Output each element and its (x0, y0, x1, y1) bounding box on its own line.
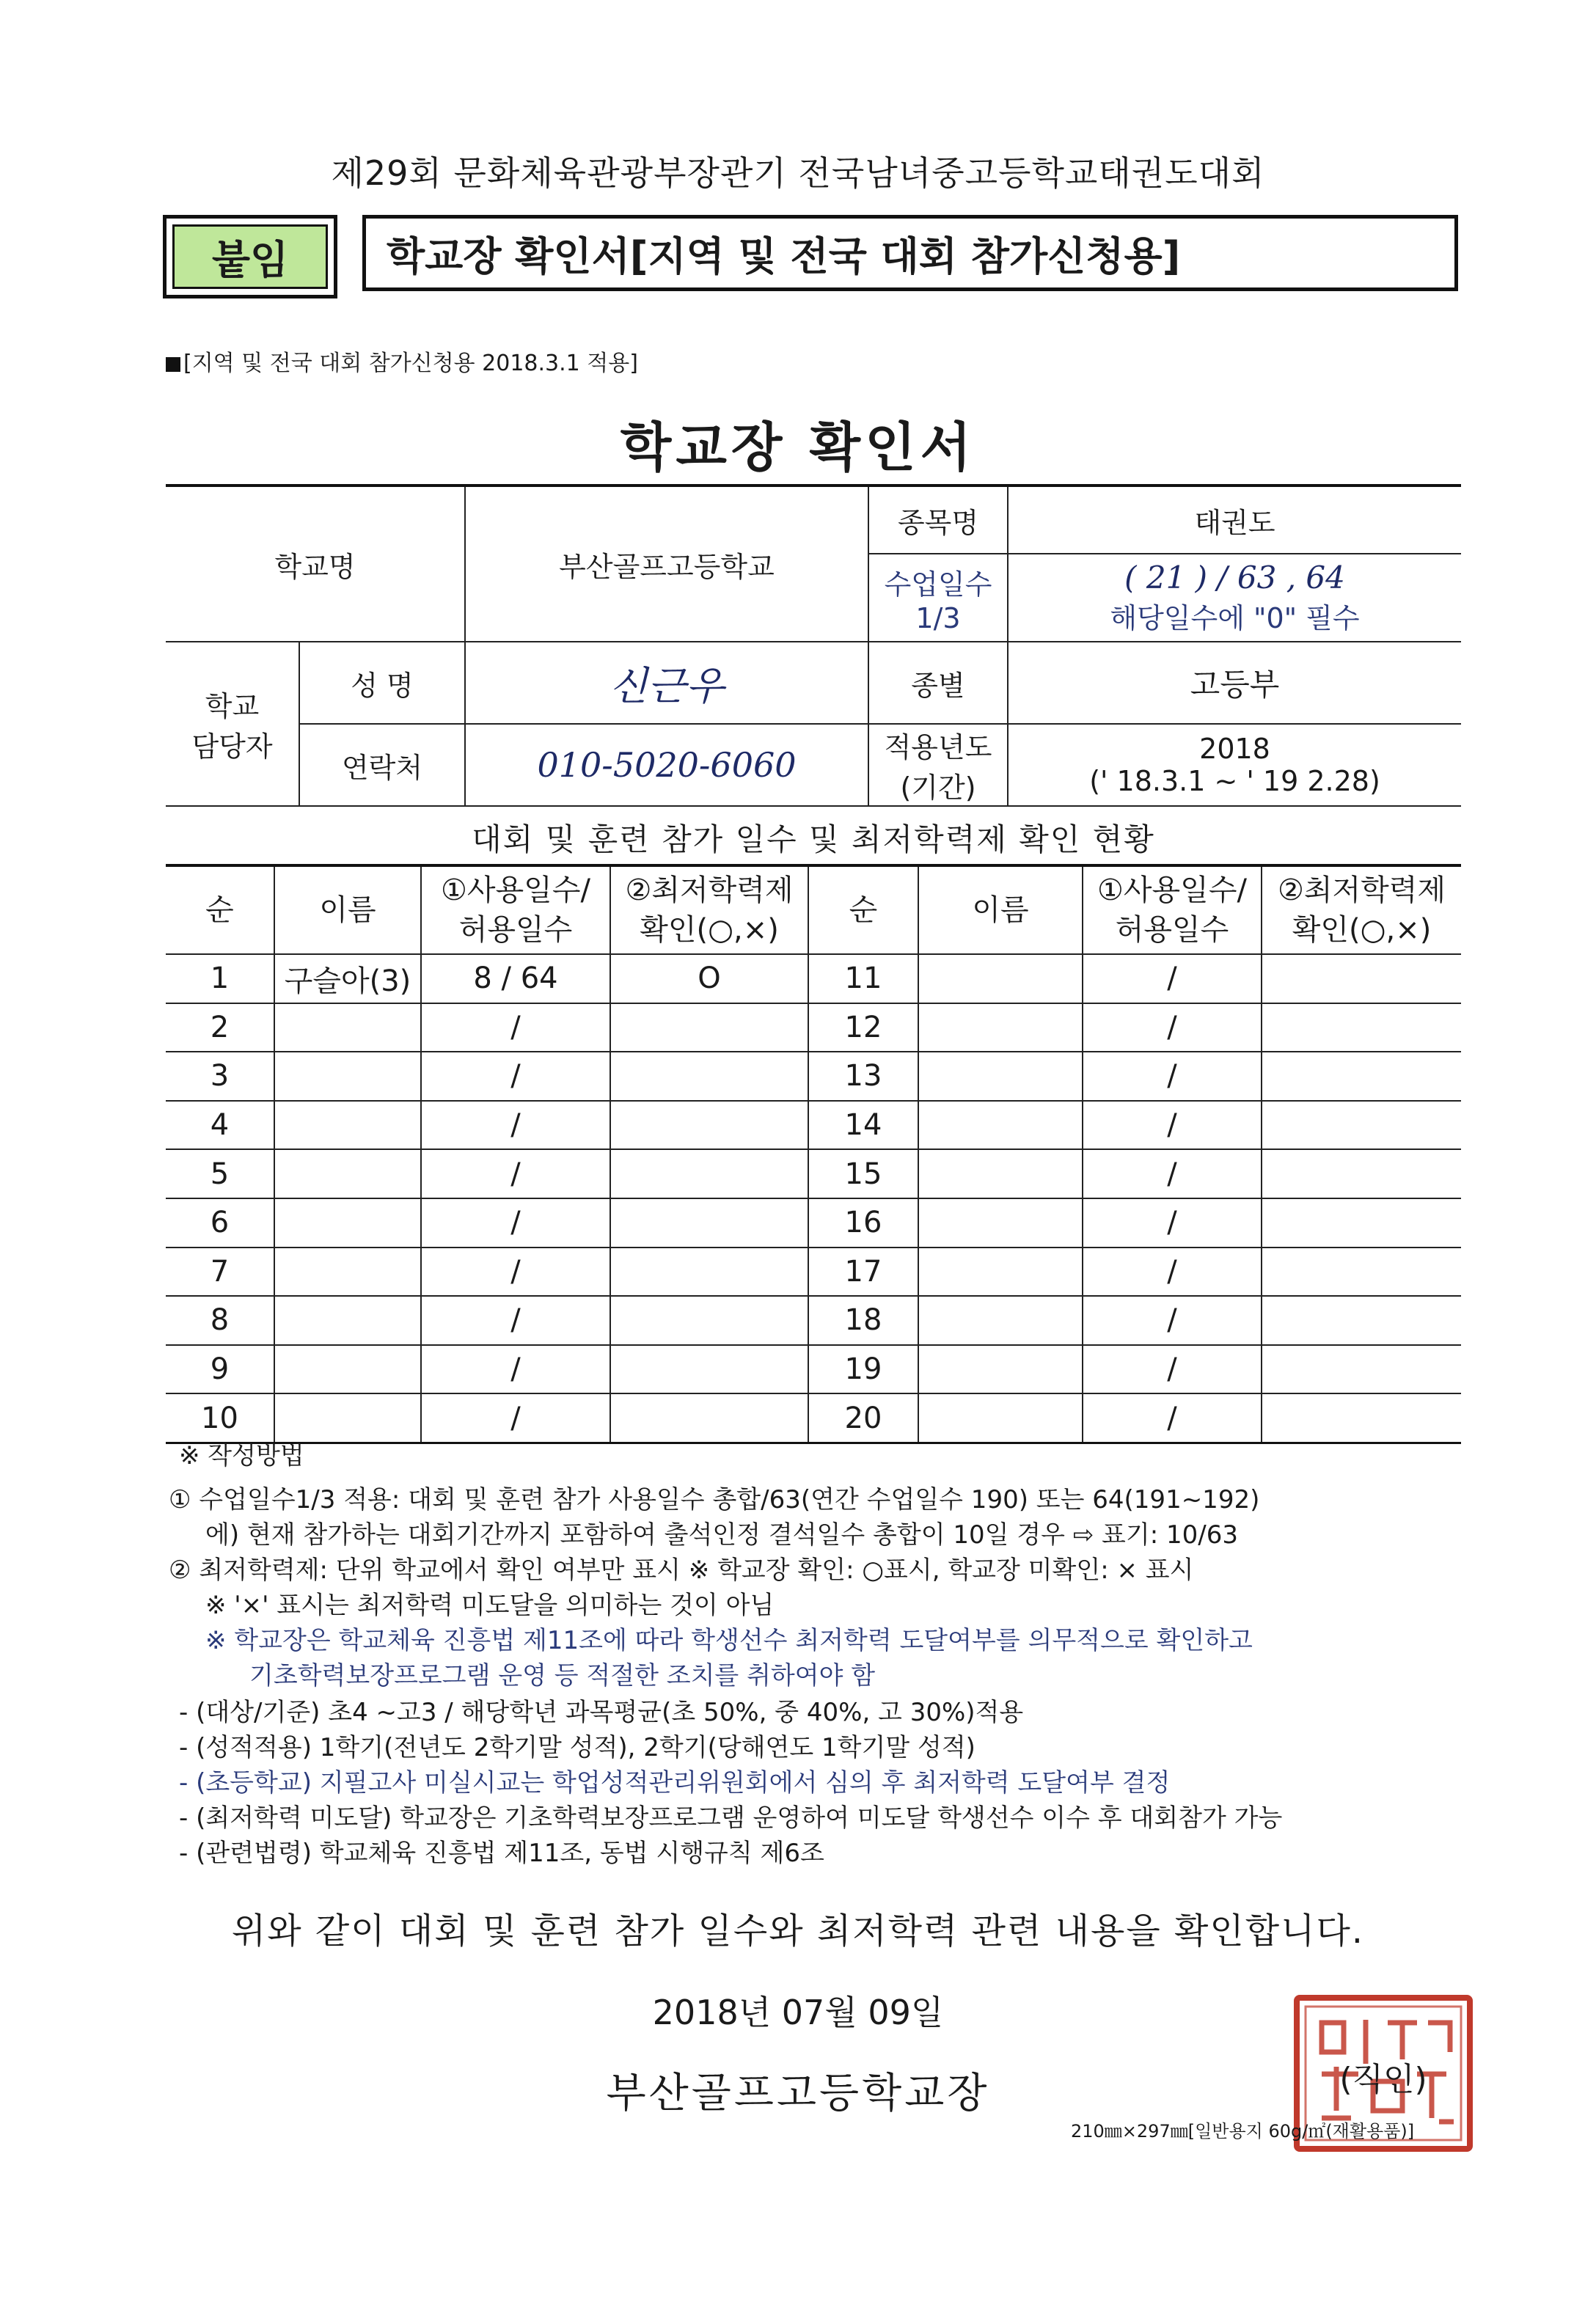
row-name (274, 1198, 421, 1248)
row-days: / (1083, 1248, 1262, 1297)
row-no: 6 (166, 1198, 274, 1248)
category-label: 종별 (868, 642, 1008, 724)
sport-value: 태권도 (1008, 486, 1461, 554)
row-check (610, 1345, 808, 1394)
table-row (166, 1345, 1461, 1394)
category-value: 고등부 (1008, 642, 1461, 724)
table-row (166, 1393, 1461, 1443)
row-no: 3 (166, 1052, 274, 1101)
header-title: 학교장 확인서[지역 및 전국 대회 참가신청용] (362, 215, 1458, 291)
principal-signature-line: 부산골프고등학교장 (606, 2070, 990, 2117)
document-title: 학교장 확인서 (620, 417, 976, 478)
row-days: / (1083, 1296, 1262, 1345)
row-check (1262, 1003, 1461, 1052)
row-no: 14 (808, 1101, 918, 1150)
manager-name-label: 성 명 (299, 642, 465, 724)
row-name (274, 1345, 421, 1394)
row-name (918, 1052, 1083, 1101)
row-name (274, 1296, 421, 1345)
col-name: 이름 (918, 865, 1083, 954)
attachment-tag-label: 붙임 (172, 224, 328, 289)
row-name (274, 1101, 421, 1150)
row-days: / (1083, 1052, 1262, 1101)
detail-not-reached: - (최저학력 미도달) 학교장은 기초학력보장프로그램 운영하여 미도달 학생선수 이수 후 대회참가 가능 (179, 1803, 1283, 1833)
table-row (166, 1149, 1461, 1198)
row-no: 11 (808, 954, 918, 1003)
row-no: 16 (808, 1198, 918, 1248)
row-check (610, 1198, 808, 1248)
row-check (610, 1149, 808, 1198)
row-check (1262, 1345, 1461, 1394)
col-no: 순 (166, 865, 274, 954)
row-days: / (421, 1052, 610, 1101)
table-row (166, 1003, 1461, 1052)
row-name (918, 1345, 1083, 1394)
seal-label: (직인) (1339, 2061, 1427, 2098)
row-check (610, 1101, 808, 1150)
row-days: / (1083, 1003, 1262, 1052)
row-name (918, 1003, 1083, 1052)
row-check (1262, 1198, 1461, 1248)
row-no: 2 (166, 1003, 274, 1052)
form-note-text: [지역 및 전국 대회 참가신청용 2018.3.1 적용] (183, 351, 638, 376)
col-days: ①사용일수/ 허용일수 (1083, 865, 1262, 954)
status-heading: 대회 및 훈련 참가 일수 및 최저학력제 확인 현황 (472, 821, 1155, 857)
note-class-days-cont: 에) 현재 참가하는 대회기간까지 포함하여 출석인정 결석일수 총합이 10일 경우 ⇨ 표기: 10/63 (205, 1520, 1238, 1550)
row-days: / (1083, 954, 1262, 1003)
row-no: 4 (166, 1101, 274, 1150)
row-check (1262, 1393, 1461, 1443)
table-row (166, 954, 1461, 1003)
row-name (274, 1248, 421, 1297)
row-no: 15 (808, 1149, 918, 1198)
detail-law: - (관련법령) 학교체육 진흥법 제11조, 동법 시행규칙 제6조 (179, 1839, 824, 1868)
table-row (166, 1296, 1461, 1345)
note-min-academic: ② 최저학력제: 단위 학교에서 확인 여부만 표시 ※ 학교장 확인: ○표시, 학교장 미확인: × 표시 (169, 1556, 1194, 1585)
notes-heading: ※ 작성방법 (179, 1441, 304, 1470)
square-bullet-icon (166, 357, 180, 372)
detail-target: - (대상/기준) 초4 ~고3 / 해당학년 과목평균(초 50%, 중 40%, 고 30%)적용 (179, 1698, 1024, 1727)
row-check (1262, 1149, 1461, 1198)
manager-name-value: 신근우 (465, 642, 868, 724)
row-check (1262, 1296, 1461, 1345)
row-name (918, 1198, 1083, 1248)
status-table (166, 864, 1461, 1444)
row-check (1262, 1248, 1461, 1297)
row-name (918, 954, 1083, 1003)
row-check (610, 1393, 808, 1443)
note-class-days: ① 수업일수1/3 적용: 대회 및 훈련 참가 사용일수 총합/63(연간 수업일수 190) 또는 64(191~192) (169, 1485, 1260, 1514)
col-name: 이름 (274, 865, 421, 954)
row-check (1262, 954, 1461, 1003)
row-days: / (421, 1248, 610, 1297)
note-principal-duty-cont: 기초학력보장프로그램 운영 등 적절한 조치를 취하여야 함 (249, 1661, 876, 1690)
row-check (610, 1248, 808, 1297)
row-days: / (1083, 1101, 1262, 1150)
row-name (274, 1149, 421, 1198)
col-check: ②최저학력제 확인(○,×) (1262, 865, 1461, 954)
note-principal-duty: ※ 학교장은 학교체육 진흥법 제11조에 따라 학생선수 최저학력 도달여부를 의무적으로 확인하고 (205, 1626, 1253, 1655)
sport-label: 종목명 (868, 486, 1008, 554)
school-name-value: 부산골프고등학교 (465, 486, 868, 642)
row-name (918, 1296, 1083, 1345)
row-no: 17 (808, 1248, 918, 1297)
row-name (918, 1248, 1083, 1297)
apply-year-label: 적용년도 (기간) (868, 724, 1008, 806)
table-row (166, 1101, 1461, 1150)
detail-elementary: - (초등학교) 지필고사 미실시교는 학업성적관리위원회에서 심의 후 최저학력 도달여부 결정 (179, 1768, 1171, 1798)
status-header-row (166, 865, 1461, 954)
row-name (274, 1003, 421, 1052)
row-no: 1 (166, 954, 274, 1003)
row-name (274, 1393, 421, 1443)
apply-year-value: 2018 (' 18.3.1 ~ ' 19 2.28) (1008, 724, 1461, 806)
school-name-label: 학교명 (166, 486, 465, 642)
row-name (918, 1149, 1083, 1198)
row-check (610, 1052, 808, 1101)
note-x-meaning: ※ '×' 표시는 최저학력 미도달을 의미하는 것이 아님 (205, 1591, 775, 1620)
col-check: ②최저학력제 확인(○,×) (610, 865, 808, 954)
row-no: 20 (808, 1393, 918, 1443)
row-no: 8 (166, 1296, 274, 1345)
row-no: 10 (166, 1393, 274, 1443)
class-days-label: 수업일수 1/3 (868, 554, 1008, 642)
school-info-table (166, 484, 1461, 807)
row-days: / (421, 1345, 610, 1394)
detail-grades: - (성적적용) 1학기(전년도 2학기말 성적), 2학기(당해연도 1학기말 성적) (179, 1733, 975, 1762)
row-check (610, 1003, 808, 1052)
form-note (166, 345, 638, 377)
row-no: 7 (166, 1248, 274, 1297)
row-name (274, 1052, 421, 1101)
table-row (166, 1052, 1461, 1101)
row-days: 8 / 64 (421, 954, 610, 1003)
writing-instructions (169, 1443, 1460, 1883)
col-no: 순 (808, 865, 918, 954)
row-no: 19 (808, 1345, 918, 1394)
row-days: / (1083, 1149, 1262, 1198)
class-days-value: ( 21 ) / 63 , 64 해당일수에 "0" 필수 (1008, 554, 1461, 642)
col-days: ①사용일수/ 허용일수 (421, 865, 610, 954)
row-days: / (421, 1393, 610, 1443)
row-no: 13 (808, 1052, 918, 1101)
row-check (610, 1296, 808, 1345)
row-days: / (1083, 1393, 1262, 1443)
row-no: 5 (166, 1149, 274, 1198)
row-no: 9 (166, 1345, 274, 1394)
table-row (166, 1248, 1461, 1297)
document-date: 2018년 07월 09일 (652, 1993, 944, 2032)
contact-label: 연락처 (299, 724, 465, 806)
row-name (918, 1393, 1083, 1443)
event-title: 제29회 문화체육관광부장관기 전국남녀중고등학교태권도대회 (331, 153, 1265, 193)
row-days: / (421, 1101, 610, 1150)
attachment-tag (163, 215, 337, 298)
contact-value: 010-5020-6060 (465, 724, 868, 806)
row-days: / (421, 1149, 610, 1198)
row-days: / (1083, 1345, 1262, 1394)
row-no: 18 (808, 1296, 918, 1345)
row-name (918, 1101, 1083, 1150)
row-check (1262, 1052, 1461, 1101)
row-name: 구슬아(3) (274, 954, 421, 1003)
confirmation-statement: 위와 같이 대회 및 훈련 참가 일수와 최저학력 관련 내용을 확인합니다. (231, 1910, 1365, 1952)
row-days: / (421, 1003, 610, 1052)
row-days: / (1083, 1198, 1262, 1248)
row-days: / (421, 1296, 610, 1345)
row-no: 12 (808, 1003, 918, 1052)
row-days: / (421, 1198, 610, 1248)
row-check (1262, 1101, 1461, 1150)
table-row (166, 1198, 1461, 1248)
row-check: O (610, 954, 808, 1003)
manager-label: 학교 담당자 (166, 642, 299, 806)
paper-spec: 210㎜×297㎜[일반용지 60g/㎡(재활용품)] (1071, 2121, 1415, 2142)
